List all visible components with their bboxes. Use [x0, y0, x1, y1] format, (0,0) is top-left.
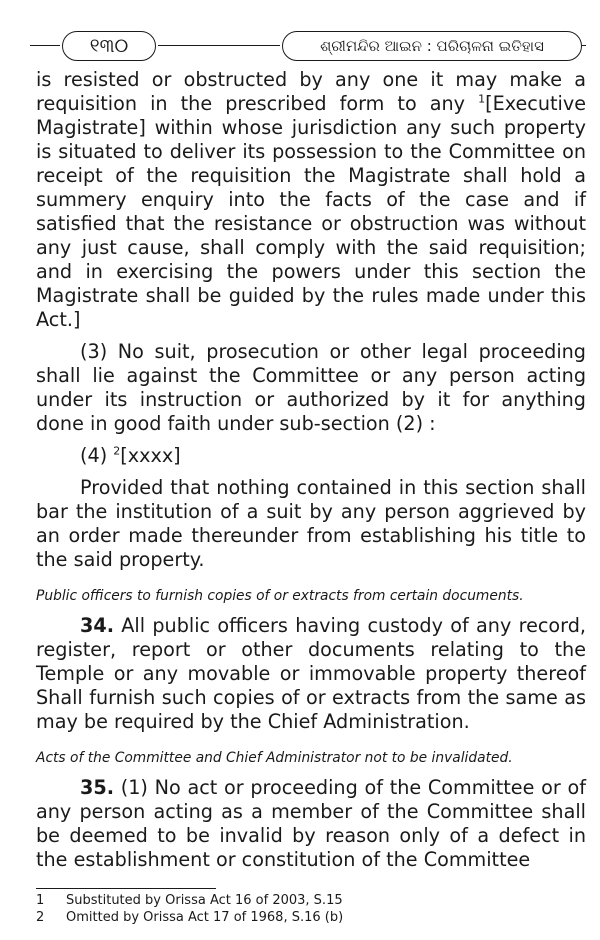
- footnotes: [36, 892, 576, 926]
- subsection-4-text: [xxxx]: [120, 444, 181, 467]
- footnote-number: 1: [36, 893, 45, 908]
- section-34-text: All public officers having custody of any record, register, report or other documents relating to the Temple or any movable or immovable property thereof Shall furnish such copies of or extracts from the same as may be required by the Chief Administration.: [36, 614, 586, 733]
- subsection-4-prefix: (4): [80, 444, 114, 467]
- page-header: [30, 28, 586, 64]
- paragraph-text: is resisted or obstructed by any one it may make a requisition in the prescribed form to any: [36, 68, 586, 115]
- footnote-item: [36, 892, 576, 909]
- paragraph-subsection-4: [36, 444, 586, 468]
- footnote-divider: [36, 888, 216, 889]
- paragraph-proviso: Provided that nothing contained in this section shall bar the institution of a suit by any person aggrieved by an order made thereunder from establishing his title to the said property.: [36, 476, 586, 571]
- section-34-number: 34.: [80, 614, 114, 637]
- paragraph-subsection-3: (3) No suit, prosecution or other legal proceeding shall lie against the Committee or any person acting under its instruction or authorized by it for anything done in good faith under sub-section (2) :: [36, 340, 586, 435]
- section-35-number: 35.: [80, 776, 114, 799]
- section-35-text: (1) No act or proceeding of the Committee or of any person acting as a member of the Committee shall be deemed to be invalid by reason only of a defect in the establishment or constitution of the Committee: [36, 776, 586, 871]
- page-body: [36, 68, 586, 872]
- marginal-caption-34: Public officers to furnish copies of or extracts from certain documents.: [36, 588, 524, 604]
- paragraph-text-rest: [Executive Magistrate] within whose jurisdiction any such property is situated to deliver its possession to the Committee on receipt of the requisition the Magistrate shall hold a summery enquiry into the facts of the case and if satisfied that the resistance or obstruction was without any just cause, shall comply with the said requisition; and in exercising the powers under this section the Magistrate shall be guided by the rules made under this Act.]: [36, 92, 586, 331]
- marginal-caption-35: Acts of the Committee and Chief Administrator not to be invalidated.: [36, 750, 513, 766]
- header-rule-right: [582, 45, 586, 46]
- section-35: [36, 776, 586, 872]
- footnote-text: Substituted by Orissa Act 16 of 2003, S.15: [66, 893, 343, 908]
- footnote-ref-2: 2: [113, 444, 121, 458]
- header-rule-left: [30, 45, 60, 46]
- footnote-number: 2: [36, 910, 45, 925]
- footnote-ref-1: 1: [478, 92, 486, 106]
- page-number: ୧୩୦: [62, 31, 156, 61]
- section-34: [36, 614, 586, 734]
- paragraph-continuation: [36, 68, 586, 332]
- header-rule-middle: [158, 45, 280, 46]
- footnote-text: Omitted by Orissa Act 17 of 1968, S.16 (b): [66, 910, 344, 925]
- running-title: ଶ୍ରୀମନ୍ଦିର ଆଇନ : ପରିଚାଳନା ଇତିହାସ: [282, 31, 582, 61]
- footnote-item: [36, 909, 576, 926]
